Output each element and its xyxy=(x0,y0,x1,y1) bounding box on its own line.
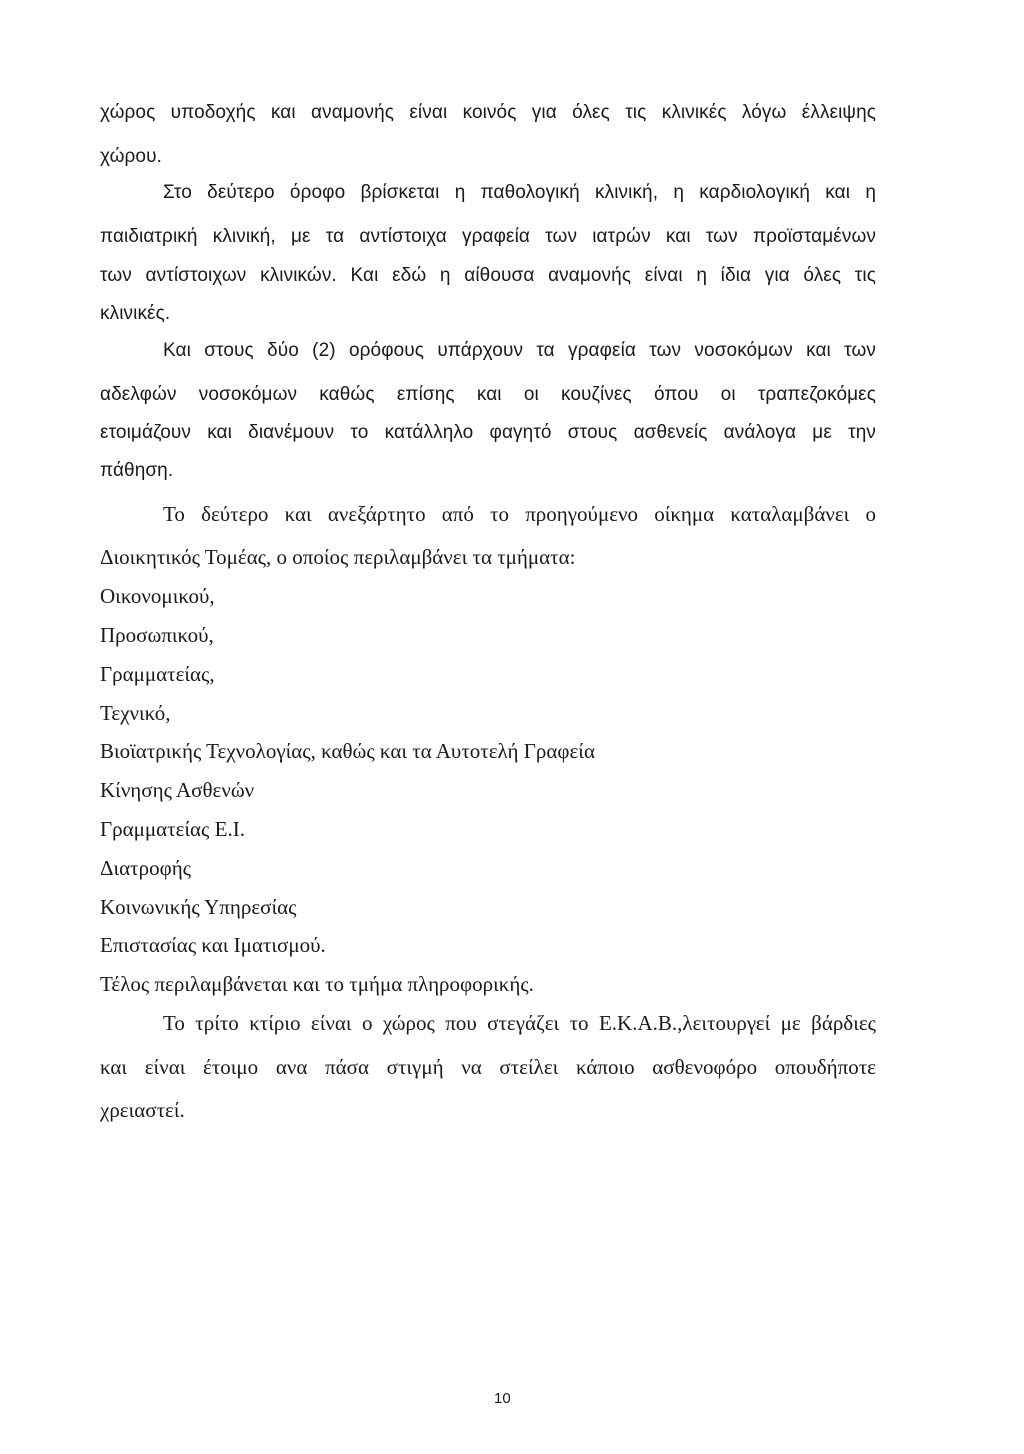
text-line: Διοικητικός Τομέας, ο οποίος περιλαμβάνει τα τμήματα: xyxy=(100,545,576,569)
text-line: ετοιμάζουν και διανέμουν το κατάλληλο φαγητό στους ασθενείς ανάλογα με την xyxy=(100,422,876,443)
text-line: κλινικές. xyxy=(100,303,171,324)
text-line: Τέλος περιλαμβάνεται και το τμήμα πληροφορικής. xyxy=(100,972,534,996)
list-item: Κοινωνικής Υπηρεσίας xyxy=(100,895,297,919)
text-line: των αντίστοιχων κλινικών. Και εδώ η αίθουσα αναμονής είναι η ίδια για όλες τις xyxy=(100,265,876,286)
text-line: χώρου. xyxy=(100,146,162,167)
text-line: παιδιατρική κλινική, με τα αντίστοιχα γραφεία των ιατρών και των προϊσταμένων xyxy=(100,226,876,247)
text-line: χρειαστεί. xyxy=(100,1098,185,1122)
text-line: χώρος υποδοχής και αναμονής είναι κοινός για όλες τις κλινικές λόγω έλλειψης xyxy=(100,102,876,123)
list-item: Κίνησης Ασθενών xyxy=(100,778,255,802)
page-number: 10 xyxy=(494,1390,511,1407)
text-line: πάθηση. xyxy=(100,460,174,481)
text-line: Το δεύτερο και ανεξάρτητο από το προηγούμενο οίκημα καταλαμβάνει ο xyxy=(163,502,876,526)
text-line: Το τρίτο κτίριο είναι ο χώρος που στεγάζει το Ε.Κ.Α.Β.,λειτουργεί με βάρδιες xyxy=(163,1011,876,1035)
text-line: Στο δεύτερο όροφο βρίσκεται η παθολογική κλινική, η καρδιολογική και η xyxy=(163,182,876,203)
text-line: αδελφών νοσοκόμων καθώς επίσης και οι κουζίνες όπου οι τραπεζοκόμες xyxy=(100,384,876,405)
list-item: Οικονομικού, xyxy=(100,584,215,608)
list-item: Γραμματείας, xyxy=(100,662,215,686)
list-item: Γραμματείας Ε.Ι. xyxy=(100,817,245,841)
text-line: Και στους δύο (2) ορόφους υπάρχουν τα γραφεία των νοσοκόμων και των xyxy=(163,340,876,361)
list-item: Τεχνικό, xyxy=(100,701,171,725)
text-line: και είναι έτοιμο ανα πάσα στιγμή να στείλει κάποιο ασθενοφόρο οπουδήποτε xyxy=(100,1055,876,1079)
list-item: Προσωπικού, xyxy=(100,623,214,647)
list-item: Διατροφής xyxy=(100,856,191,880)
list-item: Επιστασίας και Ιματισμού. xyxy=(100,933,326,957)
list-item: Βιοϊατρικής Τεχνολογίας, καθώς και τα Αυτοτελή Γραφεία xyxy=(100,739,595,763)
